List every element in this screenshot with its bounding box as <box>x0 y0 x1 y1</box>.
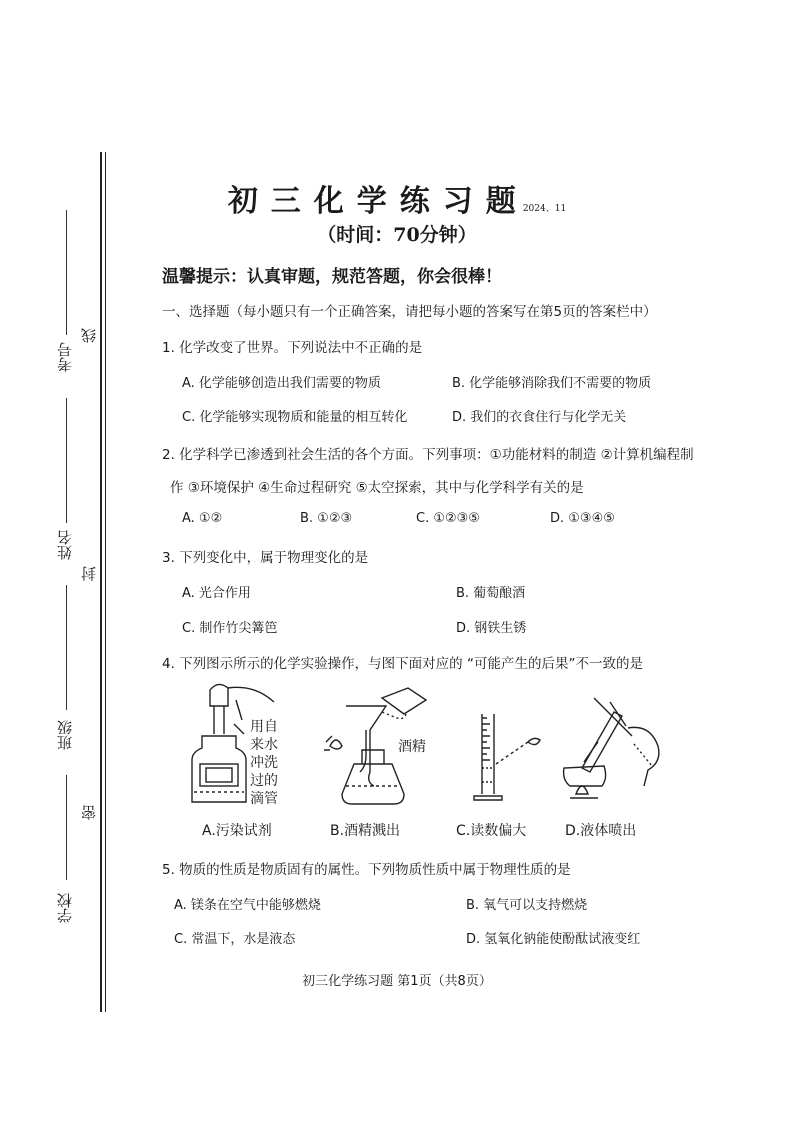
margin-mark-mi: 密 <box>80 805 98 820</box>
tip-text: 温馨提示：认真审题，规范答题，你会很棒！ <box>162 267 502 287</box>
question-5-option-d: D. 氢氧化钠能使酚酞试液变红 <box>466 932 641 947</box>
question-3-option-d: D. 钢铁生锈 <box>456 621 527 636</box>
question-2-stem-cont: 作 ③环境保护 ④生命过程研究 ⑤太空探索，其中与化学科学有关的是 <box>170 480 584 496</box>
figure-a-note-1: 用自 <box>250 719 278 735</box>
question-1-option-a: A. 化学能够创造出我们需要的物质 <box>182 376 381 391</box>
binding-line-outer <box>100 152 102 1012</box>
question-3-option-b: B. 葡萄酿酒 <box>456 586 526 601</box>
question-2-option-a: A. ①② <box>182 511 223 526</box>
question-4-stem: 4. 下列图示所示的化学实验操作，与图下面对应的 “可能产生的后果”不一致的是 <box>162 656 643 672</box>
question-5-option-a: A. 镁条在空气中能够燃烧 <box>174 898 321 913</box>
figure-a-note-2: 来水 <box>250 737 278 753</box>
figure-a-note-5: 滴管 <box>250 791 278 807</box>
question-2-stem: 2. 化学科学已渗透到社会生活的各个方面。下列事项：①功能材料的制造 ②计算机编程制 <box>162 447 694 463</box>
figure-b-caption: B.酒精溅出 <box>330 823 401 839</box>
figure-c-caption: C.读数偏大 <box>456 823 527 839</box>
figure-d-test-tube <box>558 682 678 804</box>
question-2-option-b: B. ①②③ <box>300 511 353 526</box>
page-footer: 初三化学练习题 第1页（共8页） <box>302 974 492 989</box>
exam-no-label: 考号 <box>56 342 74 372</box>
exam-duration: （时间：70分钟） <box>317 224 477 246</box>
question-3-option-a: A. 光合作用 <box>182 586 251 601</box>
name-blank <box>66 585 67 710</box>
figure-a-note-3: 冲洗 <box>250 755 278 771</box>
question-1-stem: 1. 化学改变了世界。下列说法中不正确的是 <box>162 340 423 356</box>
section-title: 一、选择题（每小题只有一个正确答案，请把每小题的答案写在第5页的答案栏中） <box>162 304 657 320</box>
class-label: 班级 <box>56 720 74 750</box>
binding-line-inner <box>105 152 106 1012</box>
question-1-option-c: C. 化学能够实现物质和能量的相互转化 <box>182 410 408 425</box>
figure-a-note-4: 过的 <box>250 773 278 789</box>
figure-a-caption: A.污染试剂 <box>202 823 272 839</box>
margin-mark-xian: 线 <box>80 328 98 343</box>
title-text: 初三化学练习题 <box>227 184 529 219</box>
question-2-option-d: D. ①③④⑤ <box>550 511 615 526</box>
question-5-option-c: C. 常温下，水是液态 <box>174 932 296 947</box>
question-2-option-c: C. ①②③⑤ <box>416 511 480 526</box>
margin-mark-feng: 封 <box>80 566 98 581</box>
question-1-option-b: B. 化学能够消除我们不需要的物质 <box>452 376 652 391</box>
question-1-option-d: D. 我们的衣食住行与化学无关 <box>452 410 627 425</box>
class-blank <box>66 775 67 880</box>
page-title <box>0 176 794 220</box>
school-label: 学校 <box>56 893 74 923</box>
question-3-stem: 3. 下列变化中，属于物理变化的是 <box>162 550 369 566</box>
figure-b-alcohol-label: 酒精 <box>398 739 426 755</box>
exam-no-blank-lower <box>66 398 67 523</box>
question-3-option-c: C. 制作竹尖篝笆 <box>182 621 278 636</box>
figure-d-caption: D.液体喷出 <box>565 823 637 839</box>
title-date: 2024、11 <box>522 204 567 214</box>
name-label: 姓名 <box>56 530 74 560</box>
question-5-option-b: B. 氧气可以支持燃烧 <box>466 898 588 913</box>
figure-c-cylinder <box>470 712 550 804</box>
question-5-stem: 5. 物质的性质是物质固有的属性。下列物质性质中属于物理性质的是 <box>162 862 571 878</box>
